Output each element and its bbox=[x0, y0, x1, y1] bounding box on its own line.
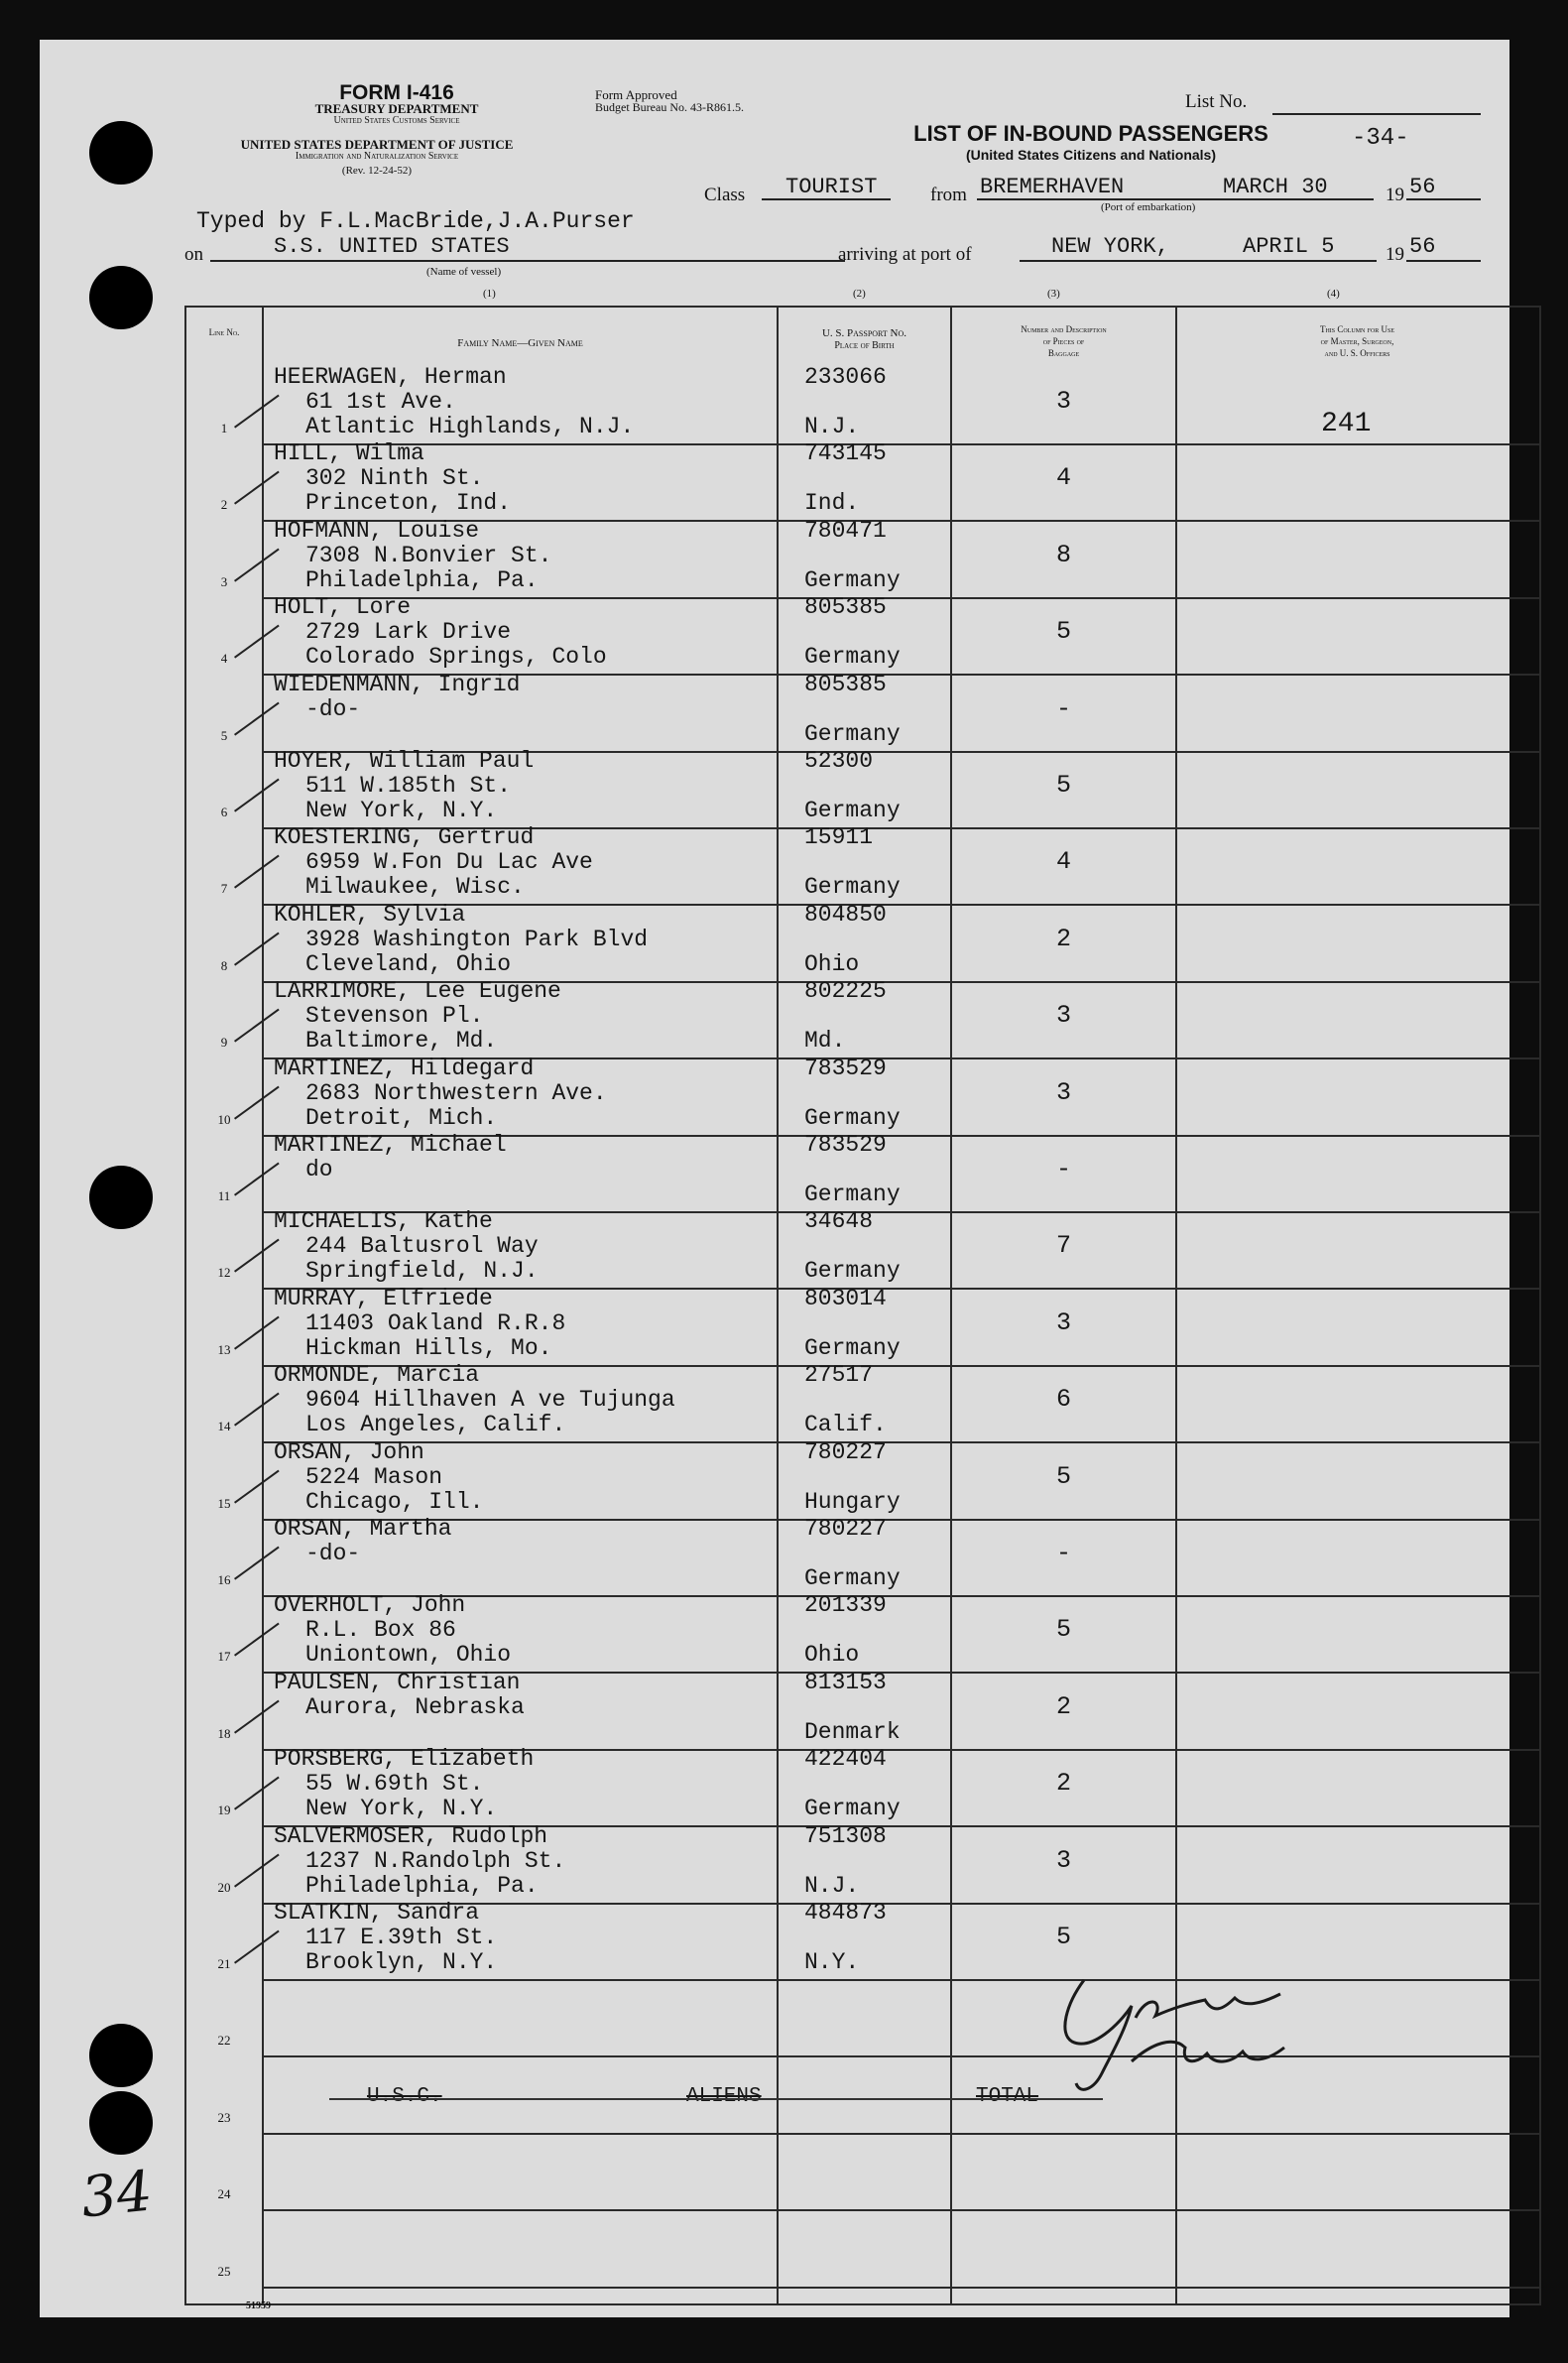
passport-number: 805385 bbox=[804, 672, 887, 697]
justice-label: UNITED STATES DEPARTMENT OF JUSTICE bbox=[240, 137, 514, 152]
row-rule bbox=[262, 443, 1539, 445]
row-rule bbox=[262, 1979, 1539, 1981]
passenger-name: MURRAY, Elfriede bbox=[274, 1286, 493, 1311]
line-number: 21 bbox=[217, 1956, 231, 1971]
passenger-city: Philadelphia, Pa. bbox=[305, 1873, 539, 1899]
line-number: 11 bbox=[217, 1188, 231, 1203]
passenger-name: MARTINEZ, Michael bbox=[274, 1132, 507, 1158]
arrival-date: APRIL 5 bbox=[1243, 234, 1335, 259]
customs-label: United States Customs Service bbox=[333, 115, 460, 126]
passport-number: 783529 bbox=[804, 1056, 887, 1081]
punch-hole bbox=[89, 2024, 153, 2087]
line-number: 1 bbox=[220, 421, 228, 435]
arrival-underline bbox=[1020, 260, 1377, 262]
from-underline bbox=[977, 198, 1374, 200]
passenger-city: Princeton, Ind. bbox=[305, 490, 512, 516]
passenger-address: 1237 N.Randolph St. bbox=[305, 1848, 566, 1874]
typed-by: Typed by F.L.MacBride,J.A.Purser bbox=[196, 208, 635, 234]
baggage-count: 5 bbox=[1055, 617, 1071, 646]
passenger-city: Brooklyn, N.Y. bbox=[305, 1949, 498, 1975]
passenger-address: 55 W.69th St. bbox=[305, 1771, 484, 1797]
place-of-birth: N.J. bbox=[804, 414, 860, 439]
passenger-address: 61 1st Ave. bbox=[305, 389, 456, 415]
place-of-birth: Germany bbox=[804, 644, 901, 670]
class-value: TOURIST bbox=[785, 175, 878, 199]
arrival-year: 56 bbox=[1409, 234, 1436, 259]
col-caption-4: (4) bbox=[1327, 288, 1340, 300]
passport-number: 422404 bbox=[804, 1746, 887, 1772]
place-of-birth: Germany bbox=[804, 1796, 901, 1821]
passenger-name: ORSAN, John bbox=[274, 1439, 424, 1465]
passenger-name: HOLT, Lore bbox=[274, 594, 412, 620]
baggage-count: - bbox=[1055, 1155, 1071, 1183]
line-number: 8 bbox=[220, 958, 228, 973]
baggage-count: 7 bbox=[1055, 1231, 1071, 1260]
baggage-count: 2 bbox=[1055, 925, 1071, 953]
passenger-city: Detroit, Mich. bbox=[305, 1105, 498, 1131]
total-all: TOTAL bbox=[976, 2085, 1039, 2108]
list-no-field bbox=[1272, 113, 1481, 115]
place-of-birth: N.J. bbox=[804, 1873, 860, 1899]
baggage-count: 3 bbox=[1055, 1001, 1071, 1030]
passenger-name: SALVERMOSER, Rudolph bbox=[274, 1823, 548, 1849]
line-number: 16 bbox=[217, 1572, 231, 1587]
vessel-name: S.S. UNITED STATES bbox=[274, 234, 510, 259]
passenger-name: OVERHOLT, John bbox=[274, 1592, 466, 1618]
header-officers-1: This Column for Use bbox=[1319, 324, 1395, 334]
passenger-name: HILL, Wilma bbox=[274, 440, 424, 466]
passenger-city: New York, N.Y. bbox=[305, 798, 498, 823]
line-number: 14 bbox=[217, 1419, 231, 1433]
line-number: 24 bbox=[217, 2186, 231, 2201]
year-underline-2 bbox=[1406, 260, 1481, 262]
col-divider bbox=[950, 306, 952, 2303]
document-page bbox=[40, 40, 1509, 2317]
passenger-address: Stevenson Pl. bbox=[305, 1003, 484, 1029]
passport-number: 484873 bbox=[804, 1900, 887, 1926]
passenger-city: New York, N.Y. bbox=[305, 1796, 498, 1821]
passenger-city: Colorado Springs, Colo bbox=[305, 644, 607, 670]
passenger-city: Los Angeles, Calif. bbox=[305, 1412, 566, 1437]
passenger-name: PAULSEN, Christian bbox=[274, 1670, 521, 1695]
header-line-no: Line No. bbox=[208, 327, 240, 337]
passport-number: 34648 bbox=[804, 1208, 874, 1234]
baggage-count: 3 bbox=[1055, 1078, 1071, 1107]
line-number: 9 bbox=[220, 1035, 228, 1050]
line-number: 7 bbox=[220, 881, 228, 896]
line-number: 13 bbox=[217, 1342, 231, 1357]
header-baggage-3: Baggage bbox=[1047, 348, 1080, 358]
budget-bureau: Budget Bureau No. 43-R861.5. bbox=[595, 100, 744, 114]
line-number: 20 bbox=[217, 1880, 231, 1895]
passport-number: 803014 bbox=[804, 1286, 887, 1311]
place-of-birth: Ohio bbox=[804, 951, 860, 977]
baggage-count: 5 bbox=[1055, 771, 1071, 800]
passenger-address: -do- bbox=[305, 696, 361, 722]
passport-number: 751308 bbox=[804, 1823, 887, 1849]
line-number: 19 bbox=[217, 1803, 231, 1817]
ins-label: Immigration and Naturalization Service bbox=[295, 151, 459, 162]
place-of-birth: Germany bbox=[804, 567, 901, 593]
officer-signature bbox=[1036, 1964, 1314, 2103]
line-number: 12 bbox=[217, 1265, 231, 1280]
line-number: 3 bbox=[220, 574, 228, 589]
passport-number: 15911 bbox=[804, 824, 874, 850]
baggage-count: 2 bbox=[1055, 1692, 1071, 1721]
punch-hole bbox=[89, 266, 153, 329]
year-prefix-2: 19 bbox=[1386, 244, 1404, 265]
line-number: 25 bbox=[217, 2264, 231, 2279]
baggage-count: 6 bbox=[1055, 1385, 1071, 1414]
passport-number: 780227 bbox=[804, 1439, 887, 1465]
row-rule bbox=[262, 2287, 1539, 2289]
col-divider bbox=[262, 306, 264, 2303]
line-number: 4 bbox=[220, 651, 228, 666]
place-of-birth: Germany bbox=[804, 1105, 901, 1131]
baggage-count: 3 bbox=[1055, 1846, 1071, 1875]
punch-hole bbox=[89, 2091, 153, 2155]
baggage-count: 3 bbox=[1055, 387, 1071, 416]
baggage-count: 4 bbox=[1055, 463, 1071, 492]
passenger-address: 5224 Mason bbox=[305, 1464, 443, 1490]
baggage-count: 5 bbox=[1055, 1923, 1071, 1951]
passport-number: 813153 bbox=[804, 1670, 887, 1695]
total-usc: U.S.C. bbox=[367, 2085, 442, 2108]
port-embark-caption: (Port of embarkation) bbox=[1101, 201, 1196, 213]
embark-port: BREMERHAVEN bbox=[980, 175, 1125, 199]
passport-number: 233066 bbox=[804, 364, 887, 390]
passenger-address: 117 E.39th St. bbox=[305, 1925, 498, 1950]
passenger-city: Uniontown, Ohio bbox=[305, 1642, 512, 1668]
row-rule bbox=[262, 1519, 1539, 1521]
vessel-caption: (Name of vessel) bbox=[426, 266, 502, 278]
col-divider bbox=[777, 306, 779, 2303]
line-number: 17 bbox=[217, 1649, 231, 1664]
passenger-city: Baltimore, Md. bbox=[305, 1028, 498, 1054]
revision-label: (Rev. 12-24-52) bbox=[341, 165, 413, 177]
passenger-address: 6959 W.Fon Du Lac Ave bbox=[305, 849, 593, 875]
passport-number: 783529 bbox=[804, 1132, 887, 1158]
place-of-birth: Germany bbox=[804, 1335, 901, 1361]
totals-strike bbox=[329, 2098, 1103, 2100]
passenger-name: LARRIMORE, Lee Eugene bbox=[274, 978, 561, 1004]
form-number: FORM I-416 bbox=[339, 81, 454, 104]
col-caption-1: (1) bbox=[483, 288, 496, 300]
header-baggage-2: of Pieces of bbox=[1042, 336, 1085, 346]
passenger-city: Philadelphia, Pa. bbox=[305, 567, 539, 593]
line-number: 6 bbox=[220, 805, 228, 819]
baggage-count: 8 bbox=[1055, 541, 1071, 569]
treasury-label: TREASURY DEPARTMENT bbox=[314, 101, 479, 116]
arriving-label: arriving at port of bbox=[838, 244, 972, 265]
total-aliens: ALIENS bbox=[686, 2085, 762, 2108]
year-underline bbox=[1406, 198, 1481, 200]
line-number: 15 bbox=[217, 1496, 231, 1511]
punch-hole bbox=[89, 1166, 153, 1229]
place-of-birth: Germany bbox=[804, 1182, 901, 1207]
baggage-count: - bbox=[1055, 694, 1071, 723]
passenger-address: 511 W.185th St. bbox=[305, 773, 512, 799]
baggage-count: - bbox=[1055, 1539, 1071, 1567]
header-name: Family Name—Given Name bbox=[457, 337, 583, 349]
row-rule bbox=[262, 2055, 1539, 2057]
page-mark: -34- bbox=[1352, 125, 1409, 152]
passenger-address: 9604 Hillhaven A ve Tujunga bbox=[305, 1387, 675, 1413]
passenger-name: KOHLER, Sylvia bbox=[274, 902, 466, 928]
row-rule bbox=[262, 1441, 1539, 1443]
passenger-name: HEERWAGEN, Herman bbox=[274, 364, 507, 390]
from-label: from bbox=[930, 185, 967, 205]
passenger-address: 2683 Northwestern Ave. bbox=[305, 1080, 607, 1106]
year-prefix: 19 bbox=[1386, 185, 1404, 205]
list-title: LIST OF IN-BOUND PASSENGERS bbox=[913, 121, 1268, 146]
line-number: 2 bbox=[220, 497, 228, 512]
passport-number: 27517 bbox=[804, 1362, 874, 1388]
passenger-address: 244 Baltusrol Way bbox=[305, 1233, 539, 1259]
header-baggage-1: Number and Description bbox=[1021, 324, 1107, 334]
place-of-birth: N.Y. bbox=[804, 1949, 860, 1975]
passenger-name: HOYER, William Paul bbox=[274, 748, 535, 774]
passenger-address: 7308 N.Bonvier St. bbox=[305, 543, 552, 568]
embark-year: 56 bbox=[1409, 175, 1436, 199]
header-passport: U. S. Passport No. bbox=[821, 327, 907, 339]
passenger-city: Springfield, N.J. bbox=[305, 1258, 539, 1284]
place-of-birth: Germany bbox=[804, 1258, 901, 1284]
passenger-name: MARTINEZ, Hildegard bbox=[274, 1056, 535, 1081]
passenger-city: Chicago, Ill. bbox=[305, 1489, 484, 1515]
place-of-birth: Calif. bbox=[804, 1412, 887, 1437]
baggage-count: 3 bbox=[1055, 1308, 1071, 1337]
baggage-count: 2 bbox=[1055, 1769, 1071, 1798]
baggage-count: 5 bbox=[1055, 1462, 1071, 1491]
passenger-address: 302 Ninth St. bbox=[305, 465, 484, 491]
header-birthplace: Place of Birth bbox=[834, 340, 895, 351]
vessel-underline bbox=[210, 260, 845, 262]
row-rule bbox=[262, 597, 1539, 599]
passenger-address: R.L. Box 86 bbox=[305, 1617, 456, 1643]
place-of-birth: Hungary bbox=[804, 1489, 901, 1515]
form-approved: Form Approved bbox=[595, 87, 677, 102]
place-of-birth: Md. bbox=[804, 1028, 846, 1054]
passenger-address: do bbox=[305, 1157, 333, 1182]
passenger-address: 2729 Lark Drive bbox=[305, 619, 512, 645]
line-number: 22 bbox=[217, 2033, 231, 2048]
place-of-birth: Germany bbox=[804, 721, 901, 747]
col-caption-2: (2) bbox=[853, 288, 866, 300]
baggage-count: 5 bbox=[1055, 1615, 1071, 1644]
embark-date: MARCH 30 bbox=[1223, 175, 1328, 199]
list-subtitle: (United States Citizens and Nationals) bbox=[965, 147, 1217, 163]
passenger-address: 11403 Oakland R.R.8 bbox=[305, 1310, 566, 1336]
passenger-city: Cleveland, Ohio bbox=[305, 951, 512, 977]
passport-number: 780471 bbox=[804, 518, 887, 544]
arrival-port: NEW YORK, bbox=[1051, 234, 1169, 259]
passenger-address: -do- bbox=[305, 1541, 361, 1566]
passenger-city: Milwaukee, Wisc. bbox=[305, 874, 525, 900]
passport-number: 780227 bbox=[804, 1516, 887, 1542]
place-of-birth: Germany bbox=[804, 798, 901, 823]
header-officers-3: and U. S. Officers bbox=[1324, 348, 1390, 358]
officer-note: 241 bbox=[1321, 409, 1372, 439]
passenger-name: HOFMANN, Louise bbox=[274, 518, 480, 544]
passenger-city: Atlantic Highlands, N.J. bbox=[305, 414, 635, 439]
list-no-label: List No. bbox=[1185, 91, 1248, 112]
passenger-name: ORSAN, Martha bbox=[274, 1516, 452, 1542]
passenger-address: Aurora, Nebraska bbox=[305, 1694, 525, 1720]
margin-note: 34 bbox=[77, 2159, 156, 2231]
class-label: Class bbox=[704, 185, 746, 205]
passport-number: 52300 bbox=[804, 748, 874, 774]
line-number: 18 bbox=[217, 1726, 231, 1741]
passenger-name: KOESTERING, Gertrud bbox=[274, 824, 535, 850]
passenger-name: WIEDENMANN, Ingrid bbox=[274, 672, 521, 697]
line-number: 10 bbox=[217, 1112, 231, 1127]
passenger-address: 3928 Washington Park Blvd bbox=[305, 927, 649, 952]
on-label: on bbox=[184, 244, 203, 265]
place-of-birth: Germany bbox=[804, 1565, 901, 1591]
punch-hole bbox=[89, 121, 153, 185]
passport-number: 804850 bbox=[804, 902, 887, 928]
class-underline bbox=[762, 198, 891, 200]
passport-number: 743145 bbox=[804, 440, 887, 466]
place-of-birth: Ohio bbox=[804, 1642, 860, 1668]
place-of-birth: Germany bbox=[804, 874, 901, 900]
passenger-name: SLATKIN, Sandra bbox=[274, 1900, 480, 1926]
passenger-city: Hickman Hills, Mo. bbox=[305, 1335, 552, 1361]
passport-number: 802225 bbox=[804, 978, 887, 1004]
passport-number: 201339 bbox=[804, 1592, 887, 1618]
passenger-name: PORSBERG, Elizabeth bbox=[274, 1746, 535, 1772]
row-rule bbox=[262, 2209, 1539, 2211]
header-officers-2: of Master, Surgeon, bbox=[1320, 336, 1394, 346]
col-caption-3: (3) bbox=[1047, 288, 1060, 300]
place-of-birth: Denmark bbox=[804, 1719, 901, 1745]
print-code: 51959 bbox=[246, 2301, 271, 2311]
line-number: 23 bbox=[217, 2110, 231, 2125]
passport-number: 805385 bbox=[804, 594, 887, 620]
line-number: 5 bbox=[220, 728, 228, 743]
row-rule bbox=[262, 2133, 1539, 2135]
place-of-birth: Ind. bbox=[804, 490, 860, 516]
passenger-name: MICHAELIS, Kathe bbox=[274, 1208, 493, 1234]
passenger-name: ORMONDE, Marcia bbox=[274, 1362, 480, 1388]
baggage-count: 4 bbox=[1055, 847, 1071, 876]
